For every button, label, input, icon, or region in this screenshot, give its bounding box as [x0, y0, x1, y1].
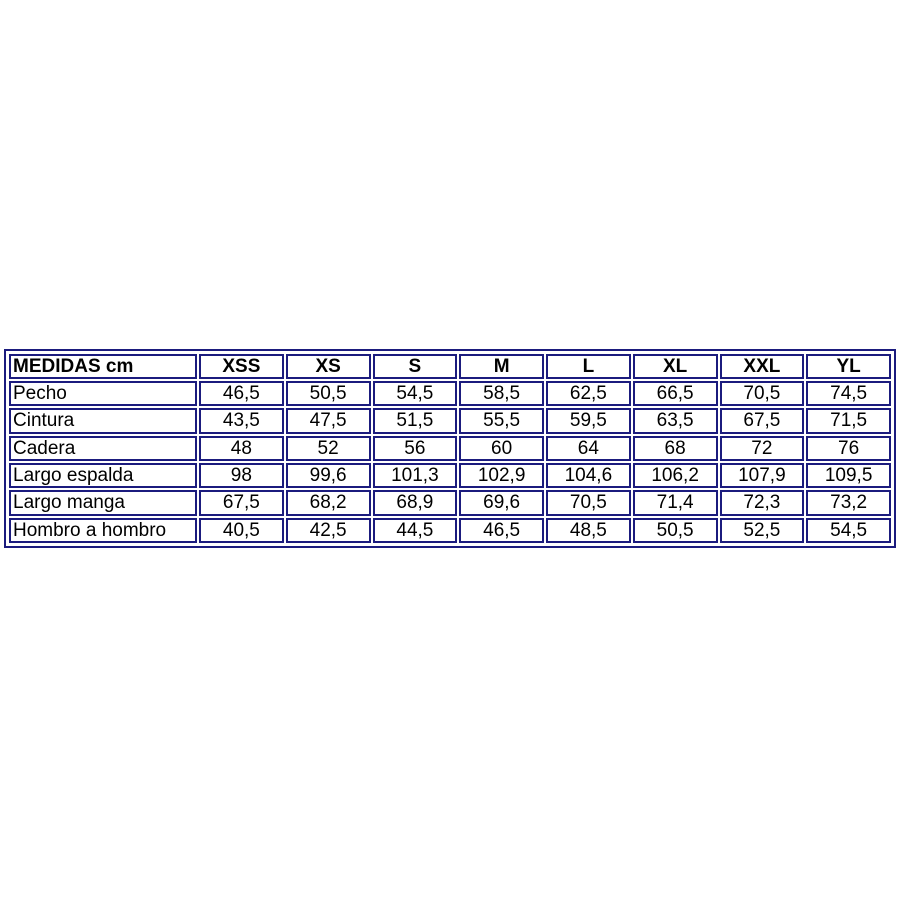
size-header-xs: XS: [286, 354, 371, 379]
size-header-m: M: [459, 354, 544, 379]
table-cell: 104,6: [546, 463, 631, 488]
table-cell: 71,4: [633, 490, 718, 515]
table-cell: 46,5: [459, 518, 544, 543]
table-cell: 52,5: [720, 518, 805, 543]
table-cell: 68,2: [286, 490, 371, 515]
table-cell: 72,3: [720, 490, 805, 515]
table-cell: 99,6: [286, 463, 371, 488]
table-cell: 48: [199, 436, 284, 461]
table-cell: 76: [806, 436, 891, 461]
size-chart-frame: [4, 349, 896, 548]
row-label-largo-espalda: Largo espalda: [9, 463, 197, 488]
table-cell: 59,5: [546, 408, 631, 433]
table-cell: 102,9: [459, 463, 544, 488]
table-cell: 58,5: [459, 381, 544, 406]
size-header-yl: YL: [806, 354, 891, 379]
table-row: [9, 518, 891, 543]
size-header-row: [9, 354, 891, 379]
table-cell: 66,5: [633, 381, 718, 406]
row-label-cintura: Cintura: [9, 408, 197, 433]
table-cell: 68: [633, 436, 718, 461]
table-cell: 107,9: [720, 463, 805, 488]
table-cell: 70,5: [720, 381, 805, 406]
table-cell: 48,5: [546, 518, 631, 543]
size-header-xss: XSS: [199, 354, 284, 379]
table-cell: 109,5: [806, 463, 891, 488]
table-cell: 44,5: [373, 518, 458, 543]
row-label-hombro-a-hombro: Hombro a hombro: [9, 518, 197, 543]
row-label-largo-manga: Largo manga: [9, 490, 197, 515]
table-row: [9, 490, 891, 515]
table-cell: 73,2: [806, 490, 891, 515]
table-cell: 50,5: [286, 381, 371, 406]
table-row: [9, 381, 891, 406]
size-header-s: S: [373, 354, 458, 379]
table-cell: 70,5: [546, 490, 631, 515]
table-row: [9, 463, 891, 488]
size-header-xl: XL: [633, 354, 718, 379]
table-cell: 60: [459, 436, 544, 461]
table-cell: 43,5: [199, 408, 284, 433]
table-cell: 52: [286, 436, 371, 461]
table-cell: 71,5: [806, 408, 891, 433]
table-cell: 51,5: [373, 408, 458, 433]
table-cell: 67,5: [720, 408, 805, 433]
table-cell: 98: [199, 463, 284, 488]
table-cell: 64: [546, 436, 631, 461]
table-cell: 72: [720, 436, 805, 461]
row-label-cadera: Cadera: [9, 436, 197, 461]
size-header-xxl: XXL: [720, 354, 805, 379]
table-row: [9, 408, 891, 433]
table-row: [9, 436, 891, 461]
table-cell: 54,5: [373, 381, 458, 406]
table-cell: 68,9: [373, 490, 458, 515]
table-cell: 56: [373, 436, 458, 461]
table-cell: 40,5: [199, 518, 284, 543]
table-cell: 54,5: [806, 518, 891, 543]
table-cell: 55,5: [459, 408, 544, 433]
size-header-l: L: [546, 354, 631, 379]
table-cell: 74,5: [806, 381, 891, 406]
table-cell: 42,5: [286, 518, 371, 543]
table-cell: 101,3: [373, 463, 458, 488]
measurements-header: MEDIDAS cm: [9, 354, 197, 379]
table-cell: 106,2: [633, 463, 718, 488]
table-cell: 47,5: [286, 408, 371, 433]
table-cell: 69,6: [459, 490, 544, 515]
row-label-pecho: Pecho: [9, 381, 197, 406]
size-chart-table: [7, 352, 893, 545]
table-cell: 63,5: [633, 408, 718, 433]
table-cell: 46,5: [199, 381, 284, 406]
table-cell: 67,5: [199, 490, 284, 515]
table-cell: 62,5: [546, 381, 631, 406]
table-cell: 50,5: [633, 518, 718, 543]
